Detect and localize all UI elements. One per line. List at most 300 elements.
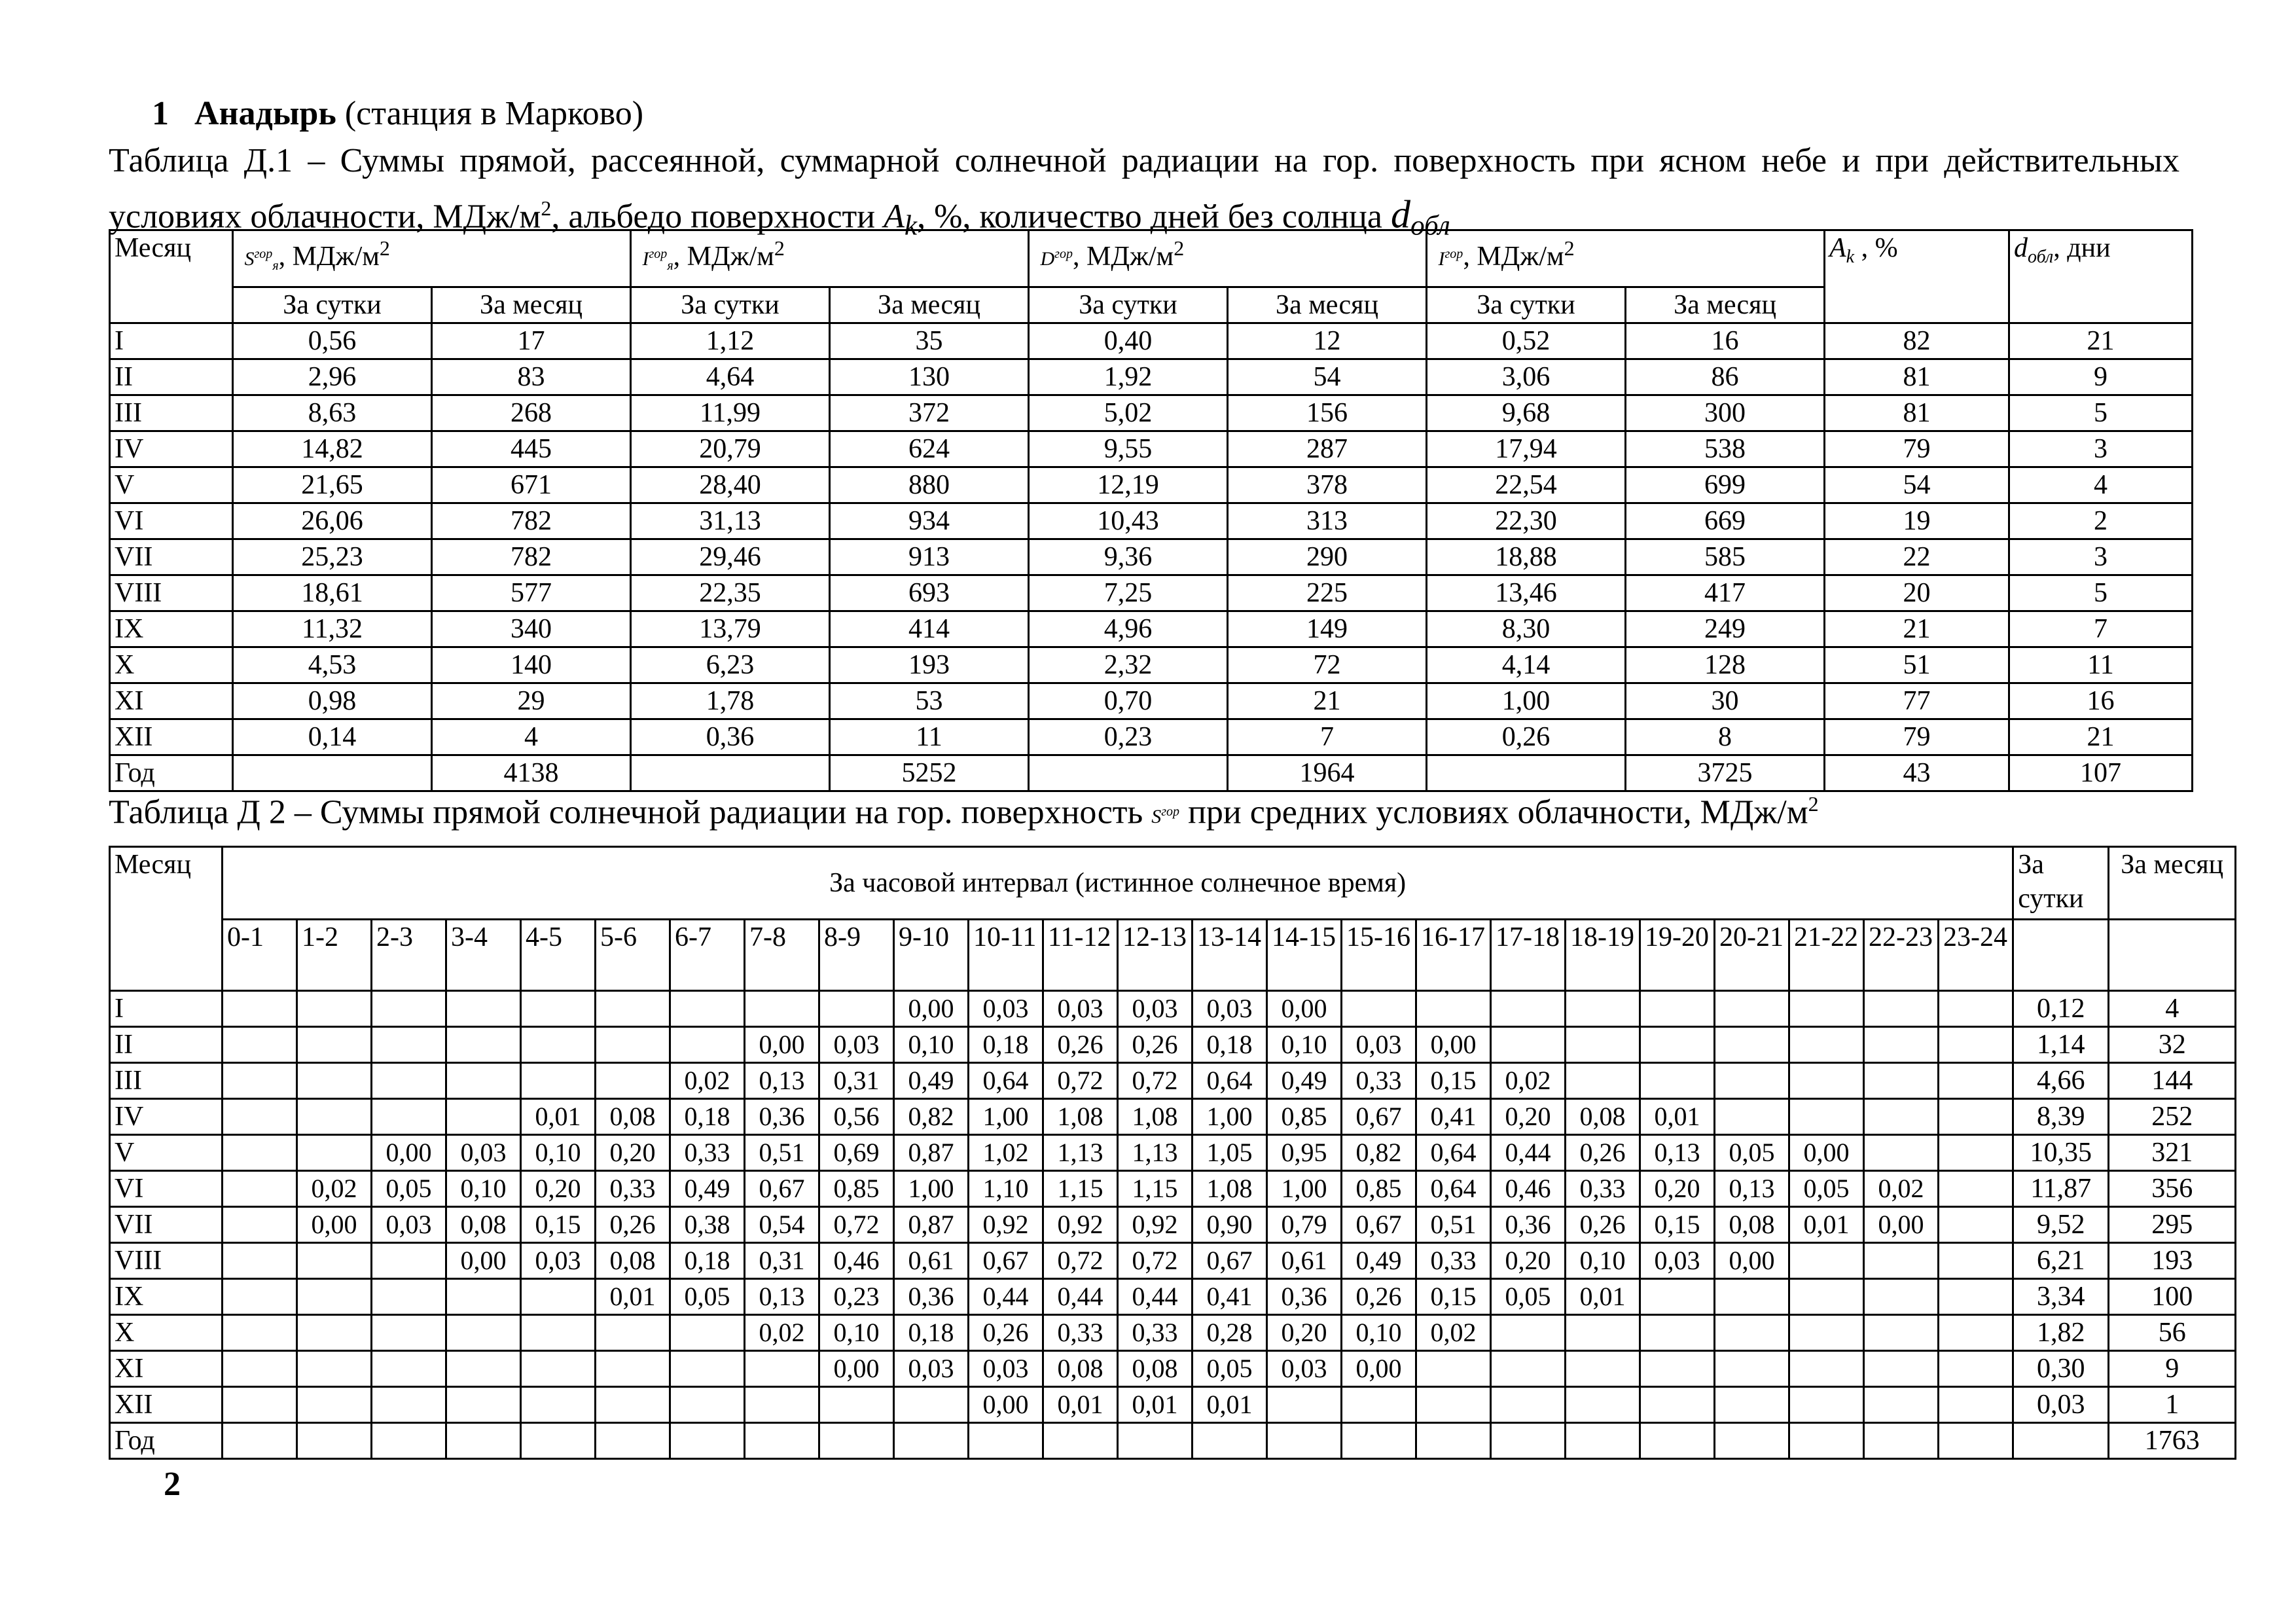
hourly-value-cell: 0,01 (1118, 1387, 1193, 1423)
total-cell: 252 (2109, 1099, 2236, 1135)
value-cell: 3 (2009, 539, 2193, 575)
month-cell: IX (110, 1279, 223, 1315)
hourly-value-cell (223, 1099, 297, 1135)
hourly-value-cell (670, 1315, 745, 1351)
hourly-value-cell (1491, 991, 1566, 1027)
value-cell: 693 (830, 575, 1029, 611)
value-cell: 249 (1626, 611, 1825, 647)
total-cell: 1 (2109, 1387, 2236, 1423)
hourly-value-cell (1864, 1027, 1939, 1063)
value-cell: 4,64 (631, 359, 830, 395)
hourly-value-cell (1267, 1423, 1342, 1459)
interval-label: 7-8 (745, 920, 819, 991)
hourly-value-cell: 0,18 (1193, 1027, 1267, 1063)
hourly-value-cell (1416, 1423, 1491, 1459)
hourly-value-cell (1566, 1027, 1640, 1063)
hourly-value-cell: 1,00 (969, 1099, 1043, 1135)
month-cell: VIII (110, 1243, 223, 1279)
hourly-value-cell: 0,03 (969, 991, 1043, 1027)
value-cell: 372 (830, 395, 1029, 431)
hourly-value-cell (297, 1351, 372, 1387)
hourly-value-cell: 0,08 (446, 1207, 521, 1243)
hourly-value-cell (446, 1027, 521, 1063)
hourly-value-cell: 0,01 (1193, 1387, 1267, 1423)
table-row (110, 359, 2193, 395)
total-cell: 295 (2109, 1207, 2236, 1243)
table-row (110, 1063, 2236, 1099)
hourly-value-cell (521, 1387, 596, 1423)
hourly-value-cell: 0,10 (1267, 1027, 1342, 1063)
month-cell: V (110, 467, 233, 503)
hourly-value-cell: 0,01 (1640, 1099, 1715, 1135)
hourly-value-cell: 0,90 (1193, 1207, 1267, 1243)
hourly-value-cell: 0,01 (596, 1279, 670, 1315)
hourly-value-cell: 0,02 (745, 1315, 819, 1351)
value-cell: 81 (1825, 359, 2009, 395)
hourly-value-cell: 0,13 (1715, 1171, 1789, 1207)
value-cell: 3 (2009, 431, 2193, 467)
value-cell: 81 (1825, 395, 2009, 431)
hourly-value-cell (521, 1027, 596, 1063)
hourly-value-cell (1640, 991, 1715, 1027)
hourly-value-cell (1864, 991, 1939, 1027)
hourly-value-cell (1939, 1243, 2013, 1279)
hourly-value-cell: 0,36 (745, 1099, 819, 1135)
hourly-value-cell (1789, 1099, 1864, 1135)
total-cell: 144 (2109, 1063, 2236, 1099)
hourly-value-cell: 0,00 (1267, 991, 1342, 1027)
hourly-value-cell: 0,08 (1715, 1207, 1789, 1243)
value-cell: 1,78 (631, 683, 830, 719)
table2-body (110, 991, 2236, 1459)
hourly-value-cell (223, 1063, 297, 1099)
hourly-value-cell: 0,54 (745, 1207, 819, 1243)
table-row (110, 1171, 2236, 1207)
value-cell: 13,46 (1427, 575, 1626, 611)
hourly-value-cell (1789, 1027, 1864, 1063)
hourly-value-cell: 0,00 (446, 1243, 521, 1279)
hourly-value-cell: 0,00 (297, 1207, 372, 1243)
hourly-value-cell: 0,03 (819, 1027, 894, 1063)
hourly-value-cell (670, 1423, 745, 1459)
interval-label: 19-20 (1640, 920, 1715, 991)
hourly-value-cell (1715, 991, 1789, 1027)
hourly-value-cell (1416, 991, 1491, 1027)
hourly-value-cell: 0,00 (372, 1135, 446, 1171)
value-cell: 107 (2009, 755, 2193, 791)
hourly-value-cell (670, 1351, 745, 1387)
hourly-value-cell: 0,56 (819, 1099, 894, 1135)
hourly-value-cell: 0,20 (1267, 1315, 1342, 1351)
hourly-value-cell: 0,20 (1640, 1171, 1715, 1207)
subheader-day: За сутки (631, 287, 830, 323)
hourly-value-cell (223, 1351, 297, 1387)
hourly-value-cell: 0,67 (745, 1171, 819, 1207)
value-cell: 378 (1228, 467, 1427, 503)
value-cell: 22,35 (631, 575, 830, 611)
hourly-value-cell: 0,10 (894, 1027, 969, 1063)
hourly-value-cell (1939, 1063, 2013, 1099)
hourly-value-cell (1715, 1279, 1789, 1315)
hourly-value-cell: 1,13 (1043, 1135, 1118, 1171)
total-cell: 3,34 (2013, 1279, 2109, 1315)
hourly-value-cell (1939, 1279, 2013, 1315)
hourly-value-cell: 0,03 (969, 1351, 1043, 1387)
hourly-value-cell (670, 1027, 745, 1063)
hourly-value-cell: 0,67 (1342, 1099, 1416, 1135)
interval-label: 22-23 (1864, 920, 1939, 991)
hourly-value-cell (1939, 1135, 2013, 1171)
table-row (110, 1351, 2236, 1387)
hourly-value-cell (223, 991, 297, 1027)
hourly-value-cell: 0,64 (1416, 1171, 1491, 1207)
value-cell: 28,40 (631, 467, 830, 503)
hourly-value-cell: 1,00 (1267, 1171, 1342, 1207)
hourly-value-cell: 0,44 (1043, 1279, 1118, 1315)
month-cell: XII (110, 719, 233, 755)
hourly-value-cell: 0,05 (1789, 1171, 1864, 1207)
station-name: (станция в Марково) (344, 95, 644, 132)
hourly-value-cell (1939, 1387, 2013, 1423)
hourly-value-cell: 0,08 (596, 1099, 670, 1135)
hourly-value-cell: 0,49 (1342, 1243, 1416, 1279)
interval-label: 8-9 (819, 920, 894, 991)
hourly-value-cell (1640, 1351, 1715, 1387)
hourly-value-cell (596, 1423, 670, 1459)
hourly-value-cell (223, 1315, 297, 1351)
value-cell: 624 (830, 431, 1029, 467)
hourly-value-cell (1789, 1243, 1864, 1279)
hourly-value-cell (745, 1351, 819, 1387)
hourly-value-cell (372, 1279, 446, 1315)
hourly-value-cell (1715, 1099, 1789, 1135)
total-cell: 0,12 (2013, 991, 2109, 1027)
hourly-value-cell: 0,05 (1491, 1279, 1566, 1315)
hourly-value-cell (894, 1423, 969, 1459)
hourly-value-cell (223, 1135, 297, 1171)
interval-label: 1-2 (297, 920, 372, 991)
hourly-value-cell (521, 991, 596, 1027)
hourly-value-cell: 0,72 (1118, 1243, 1193, 1279)
month-cell: I (110, 991, 223, 1027)
hourly-value-cell: 0,03 (1267, 1351, 1342, 1387)
table-row (110, 395, 2193, 431)
empty-header-cell (2013, 920, 2109, 991)
month-cell: IX (110, 611, 233, 647)
hourly-value-cell (297, 1063, 372, 1099)
hourly-value-cell: 0,92 (1043, 1207, 1118, 1243)
hourly-value-cell (1491, 1027, 1566, 1063)
value-cell: 14,82 (233, 431, 432, 467)
hourly-value-cell: 0,10 (1566, 1243, 1640, 1279)
hourly-value-cell (1491, 1351, 1566, 1387)
hourly-value-cell (223, 1027, 297, 1063)
hourly-value-cell: 0,23 (819, 1279, 894, 1315)
table-row (110, 323, 2193, 359)
hourly-value-cell: 0,02 (1416, 1315, 1491, 1351)
hourly-value-cell (1566, 1315, 1640, 1351)
hourly-value-cell (1789, 1351, 1864, 1387)
value-cell: 19 (1825, 503, 2009, 539)
hourly-value-cell: 0,67 (969, 1243, 1043, 1279)
table-row (110, 1027, 2236, 1063)
hourly-value-cell: 0,33 (1043, 1315, 1118, 1351)
hourly-value-cell: 0,36 (1267, 1279, 1342, 1315)
value-cell: 20,79 (631, 431, 830, 467)
header-i-actual: $I^{гор}$, МДж/$м^2$ (1427, 230, 1825, 287)
value-cell: 913 (830, 539, 1029, 575)
hourly-value-cell (1043, 1423, 1118, 1459)
hourly-value-cell (1193, 1423, 1267, 1459)
value-cell: 25,23 (233, 539, 432, 575)
hourly-value-cell: 0,46 (819, 1243, 894, 1279)
hourly-value-cell: 0,10 (446, 1171, 521, 1207)
hourly-value-cell: 0,33 (596, 1171, 670, 1207)
hourly-value-cell: 0,72 (1118, 1063, 1193, 1099)
value-cell: 4 (432, 719, 631, 755)
total-cell: 6,21 (2013, 1243, 2109, 1279)
table-row (110, 719, 2193, 755)
hourly-value-cell: 0,85 (1342, 1171, 1416, 1207)
interval-label: 5-6 (596, 920, 670, 991)
hourly-value-cell (596, 1351, 670, 1387)
table-row (110, 1279, 2236, 1315)
hourly-value-cell: 0,01 (521, 1099, 596, 1135)
hourly-value-cell: 0,38 (670, 1207, 745, 1243)
value-cell: 8,63 (233, 395, 432, 431)
month-cell: X (110, 647, 233, 683)
value-cell: 782 (432, 503, 631, 539)
hourly-value-cell (1342, 1423, 1416, 1459)
hourly-value-cell (521, 1315, 596, 1351)
empty-header-cell (2109, 920, 2236, 991)
value-cell: 51 (1825, 647, 2009, 683)
hourly-value-cell: 0,36 (894, 1279, 969, 1315)
hourly-value-cell: 0,33 (1118, 1315, 1193, 1351)
value-cell: 7 (2009, 611, 2193, 647)
value-cell: 29,46 (631, 539, 830, 575)
hourly-value-cell (223, 1207, 297, 1243)
value-cell: 17,94 (1427, 431, 1626, 467)
hourly-value-cell: 0,44 (1118, 1279, 1193, 1315)
total-cell: 9,52 (2013, 1207, 2109, 1243)
hourly-value-cell: 0,05 (372, 1171, 446, 1207)
value-cell: 130 (830, 359, 1029, 395)
value-cell: 11 (830, 719, 1029, 755)
hourly-value-cell: 0,92 (1118, 1207, 1193, 1243)
value-cell: 1,12 (631, 323, 830, 359)
month-total-header: За месяц (2109, 847, 2236, 920)
hourly-value-cell (223, 1423, 297, 1459)
total-cell: 9 (2109, 1351, 2236, 1387)
value-cell: 3,06 (1427, 359, 1626, 395)
value-cell: 290 (1228, 539, 1427, 575)
hourly-value-cell (372, 1351, 446, 1387)
value-cell: 268 (432, 395, 631, 431)
hourly-value-cell: 0,13 (1640, 1135, 1715, 1171)
table-row (110, 431, 2193, 467)
hourly-value-cell (1715, 1063, 1789, 1099)
value-cell: 140 (432, 647, 631, 683)
value-cell: 11 (2009, 647, 2193, 683)
hourly-value-cell: 0,72 (1043, 1243, 1118, 1279)
total-cell: 356 (2109, 1171, 2236, 1207)
value-cell: 21,65 (233, 467, 432, 503)
value-cell: 9 (2009, 359, 2193, 395)
hourly-value-cell: 0,33 (670, 1135, 745, 1171)
hourly-value-cell: 0,61 (1267, 1243, 1342, 1279)
value-cell: 12,19 (1029, 467, 1228, 503)
hourly-value-cell: 0,67 (1342, 1207, 1416, 1243)
hourly-value-cell: 0,01 (1043, 1387, 1118, 1423)
value-cell: 2,96 (233, 359, 432, 395)
value-cell: 8,30 (1427, 611, 1626, 647)
table-row (110, 1423, 2236, 1459)
hourly-value-cell (1715, 1387, 1789, 1423)
total-cell: 8,39 (2013, 1099, 2109, 1135)
total-cell: 56 (2109, 1315, 2236, 1351)
hourly-value-cell (297, 1279, 372, 1315)
interval-label: 16-17 (1416, 920, 1491, 991)
month-cell: X (110, 1315, 223, 1351)
hourly-value-cell: 0,00 (745, 1027, 819, 1063)
table-row (110, 683, 2193, 719)
hourly-value-cell: 0,02 (670, 1063, 745, 1099)
hourly-value-cell: 1,02 (969, 1135, 1043, 1171)
hourly-value-cell: 0,00 (969, 1387, 1043, 1423)
month-cell: XI (110, 683, 233, 719)
value-cell: 9,36 (1029, 539, 1228, 575)
value-cell: 0,26 (1427, 719, 1626, 755)
hourly-value-cell (1566, 1351, 1640, 1387)
value-cell: 4,96 (1029, 611, 1228, 647)
hourly-value-cell (297, 1099, 372, 1135)
table-row (110, 467, 2193, 503)
table-row (110, 1099, 2236, 1135)
hourly-value-cell: 0,26 (969, 1315, 1043, 1351)
value-cell: 22,30 (1427, 503, 1626, 539)
value-cell: 4 (2009, 467, 2193, 503)
table2-caption: Таблица Д 2 – Суммы прямой солнечной радиации на гор. поверхность $S^{гор}$ при средних условиях облачности, МДж/$м^2$ (109, 792, 1819, 831)
hourly-value-cell (372, 1423, 446, 1459)
hourly-value-cell: 0,26 (596, 1207, 670, 1243)
value-cell: 7 (1228, 719, 1427, 755)
hourly-value-cell: 0,08 (1118, 1351, 1193, 1387)
value-cell: 1,00 (1427, 683, 1626, 719)
interval-label: 3-4 (446, 920, 521, 991)
hourly-value-cell (297, 1315, 372, 1351)
value-cell: 9,68 (1427, 395, 1626, 431)
hourly-value-cell (745, 1387, 819, 1423)
hourly-value-cell (1864, 1423, 1939, 1459)
hourly-value-cell: 0,01 (1789, 1207, 1864, 1243)
hourly-value-cell: 0,18 (670, 1243, 745, 1279)
value-cell: 11,32 (233, 611, 432, 647)
hourly-value-cell: 0,10 (1342, 1315, 1416, 1351)
value-cell: 79 (1825, 431, 2009, 467)
hourly-value-cell (521, 1423, 596, 1459)
total-cell: 4 (2109, 991, 2236, 1027)
hourly-value-cell: 1,08 (1043, 1099, 1118, 1135)
value-cell: 5 (2009, 575, 2193, 611)
value-cell: 0,40 (1029, 323, 1228, 359)
hourly-value-cell: 0,64 (969, 1063, 1043, 1099)
value-cell: 0,23 (1029, 719, 1228, 755)
hourly-value-cell: 0,03 (521, 1243, 596, 1279)
hourly-value-cell (1864, 1063, 1939, 1099)
hourly-value-cell (670, 1387, 745, 1423)
hourly-value-cell (297, 1135, 372, 1171)
hourly-value-cell (1715, 1027, 1789, 1063)
hourly-value-cell (1566, 1387, 1640, 1423)
month-cell: Год (110, 1423, 223, 1459)
hourly-value-cell: 1,08 (1193, 1171, 1267, 1207)
value-cell: 21 (2009, 719, 2193, 755)
value-cell: 4,14 (1427, 647, 1626, 683)
value-cell: 4138 (432, 755, 631, 791)
value-cell: 82 (1825, 323, 2009, 359)
value-cell: 313 (1228, 503, 1427, 539)
hourly-value-cell (1342, 1387, 1416, 1423)
table-row (110, 991, 2236, 1027)
hourly-value-cell (223, 1243, 297, 1279)
value-cell: 538 (1626, 431, 1825, 467)
hourly-value-cell (521, 1279, 596, 1315)
hourly-value-cell (446, 1423, 521, 1459)
month-header: Месяц (110, 847, 223, 991)
total-cell: 1,82 (2013, 1315, 2109, 1351)
header-s-direct: $S^{гор}_я$, МДж/$м^2$ (233, 230, 631, 287)
hourly-value-cell: 0,15 (521, 1207, 596, 1243)
hourly-value-cell: 0,20 (1491, 1243, 1566, 1279)
hourly-value-cell: 0,46 (1491, 1171, 1566, 1207)
hourly-value-cell (1416, 1387, 1491, 1423)
value-cell: 11,99 (631, 395, 830, 431)
hourly-value-cell: 1,10 (969, 1171, 1043, 1207)
month-cell: XII (110, 1387, 223, 1423)
value-cell: 585 (1626, 539, 1825, 575)
month-cell: I (110, 323, 233, 359)
value-cell: 17 (432, 323, 631, 359)
hourly-value-cell: 0,10 (521, 1135, 596, 1171)
value-cell: 880 (830, 467, 1029, 503)
hourly-value-cell: 0,03 (1640, 1243, 1715, 1279)
subheader-month: За месяц (830, 287, 1029, 323)
value-cell: 22 (1825, 539, 2009, 575)
value-cell: 31,13 (631, 503, 830, 539)
hourly-value-cell: 0,44 (1491, 1135, 1566, 1171)
value-cell: 21 (1228, 683, 1427, 719)
hourly-value-cell (1939, 1171, 2013, 1207)
hourly-value-cell (969, 1423, 1043, 1459)
hourly-value-cell: 0,26 (1043, 1027, 1118, 1063)
total-cell: 4,66 (2013, 1063, 2109, 1099)
total-cell (2013, 1423, 2109, 1459)
table-row (110, 575, 2193, 611)
value-cell: 22,54 (1427, 467, 1626, 503)
value-cell: 340 (432, 611, 631, 647)
hourly-value-cell (1640, 1315, 1715, 1351)
total-cell: 1763 (2109, 1423, 2236, 1459)
hourly-value-cell (670, 991, 745, 1027)
hourly-value-cell: 0,03 (1043, 991, 1118, 1027)
value-cell: 5 (2009, 395, 2193, 431)
hourly-value-cell: 1,13 (1118, 1135, 1193, 1171)
hourly-value-cell (1939, 1099, 2013, 1135)
hourly-value-cell (596, 1063, 670, 1099)
hourly-value-cell: 0,31 (819, 1063, 894, 1099)
month-cell: XI (110, 1351, 223, 1387)
